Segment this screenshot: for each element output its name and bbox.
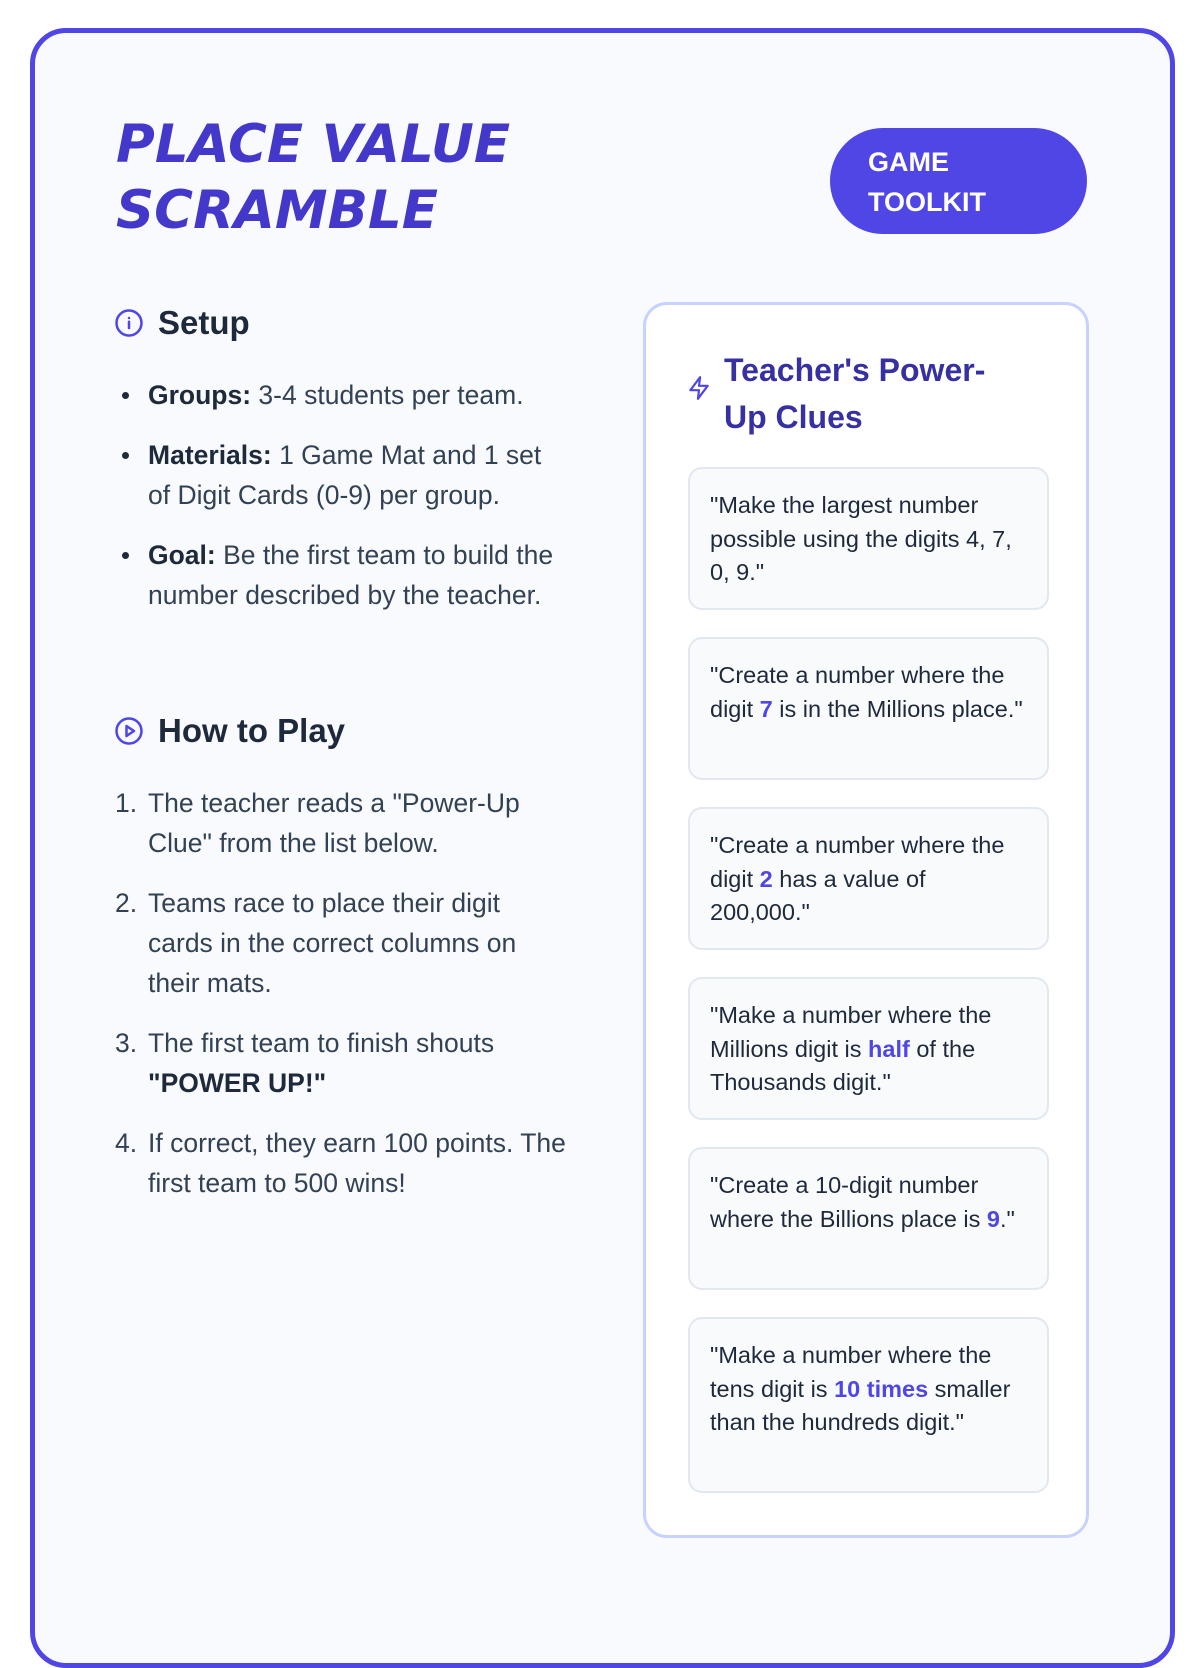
setup-list xyxy=(148,375,568,635)
how-to-play-heading xyxy=(114,712,345,750)
list-item: 2. Teams race to place their digit cards in the correct columns on their mats. xyxy=(115,888,517,998)
setup-heading xyxy=(114,304,250,342)
list-item: 1. The teacher reads a "Power-Up Clue" from the list below. xyxy=(115,788,520,858)
list-item: Goal: Be the first team to build the number described by the teacher. xyxy=(148,535,568,615)
clue-card: "Create a 10-digit number where the Billions place is 9." xyxy=(688,1147,1049,1290)
info-circle-icon xyxy=(114,308,144,338)
play-circle-icon xyxy=(114,716,144,746)
clue-card: "Make the largest number possible using the digits 4, 7, 0, 9." xyxy=(688,467,1049,610)
list-item: Materials: 1 Game Mat and 1 set of Digit Cards (0-9) per group. xyxy=(148,435,568,515)
clues-heading xyxy=(686,347,1024,441)
list-item: 3. The first team to finish shouts "POWER UP!" xyxy=(115,1028,495,1098)
page-title: PLACE VALUE SCRAMBLE xyxy=(116,114,511,241)
list-item: Groups: 3-4 students per team. xyxy=(148,375,568,415)
how-to-play-heading-text: How to Play xyxy=(158,712,346,749)
list-item: 4. If correct, they earn 100 points. The first team to 500 wins! xyxy=(115,1128,566,1198)
clue-card: "Make a number where the Millions digit is half of the Thousands digit." xyxy=(688,977,1049,1120)
clue-card: "Create a number where the digit 7 is in the Millions place." xyxy=(688,637,1049,780)
setup-heading-text: Setup xyxy=(158,304,250,341)
game-toolkit-button[interactable]: GAME TOOLKIT xyxy=(830,128,1087,234)
clues-heading-text: Teacher's Power-Up Clues xyxy=(724,352,986,435)
how-to-play-list xyxy=(115,783,568,1223)
clue-card: "Create a number where the digit 2 has a value of 200,000." xyxy=(688,807,1049,950)
clue-card: "Make a number where the tens digit is 10 times smaller than the hundreds digit." xyxy=(688,1317,1049,1493)
lightning-icon xyxy=(686,375,712,401)
power-up-clues-panel xyxy=(643,302,1089,1538)
